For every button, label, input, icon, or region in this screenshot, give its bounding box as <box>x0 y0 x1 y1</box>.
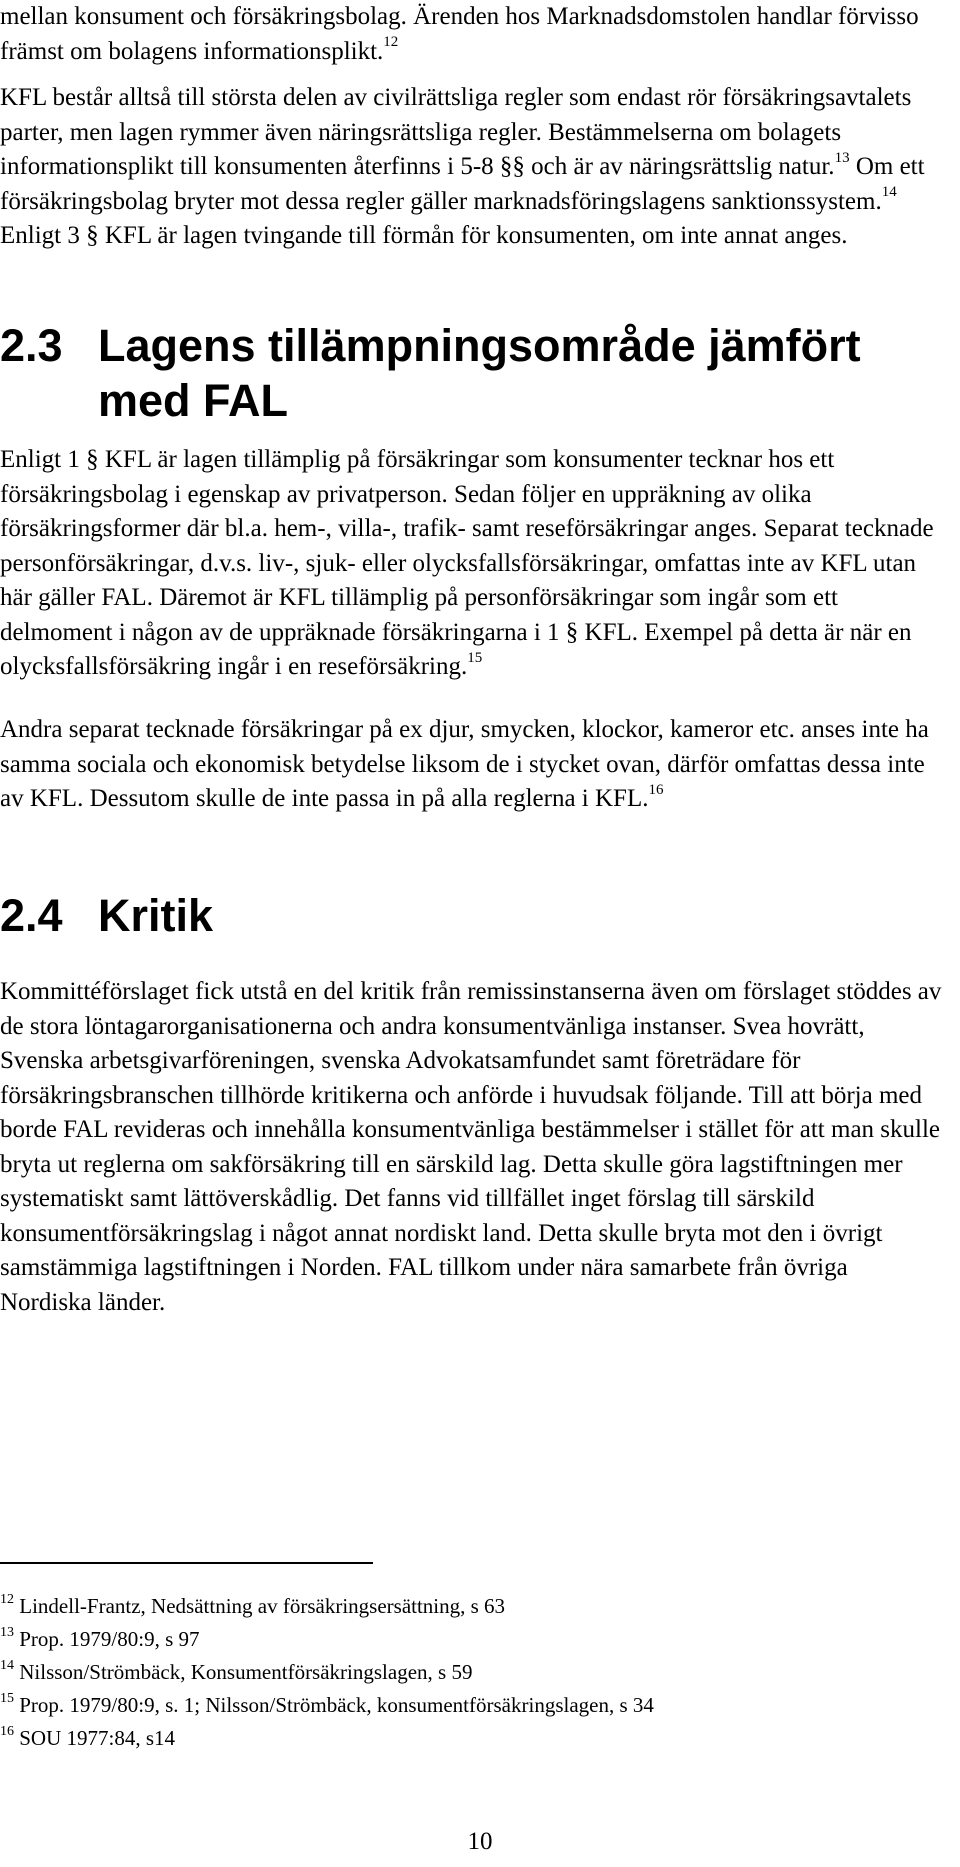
footnote-text: Lindell-Frantz, Nedsättning av försäkringsersättning, s 63 <box>14 1594 506 1618</box>
footnote-ref-13: 13 <box>834 149 850 166</box>
footnote-ref-12: 12 <box>383 34 399 51</box>
page-number: 10 <box>467 1828 493 1855</box>
footnote-14 <box>0 1656 945 1689</box>
paragraph-text: Enligt 3 § KFL är lagen tvingande till förmån för konsumenten, om inte annat anges. <box>0 222 848 249</box>
footnote-15 <box>0 1689 945 1722</box>
paragraph-text: Om ett försäkringsbolag bryter mot dessa regler gäller marknadsföringslagens sanktionssystem. <box>0 153 925 215</box>
paragraph-kfl-regler <box>0 81 945 254</box>
paragraph-text: KFL består alltså till största delen av civilrättsliga regler som endast rör försäkringsavtalets parter, men lagen rymmer även näringsrättsliga regler. Bestämmelserna om bolagets informationsplikt till konsumenten återfinns i 5-8 §§ och är av näringsrättslig natur. <box>0 84 912 180</box>
paragraph-informationsplikt <box>0 0 945 69</box>
footnote-separator <box>0 1562 373 1564</box>
paragraph-kritik <box>0 975 945 1320</box>
section-title-line2: med FAL <box>98 375 289 426</box>
section-title-line1: Lagens tillämpningsområde jämfört <box>98 320 861 371</box>
footnote-list <box>0 1590 945 1755</box>
footnote-number: 13 <box>0 1625 14 1640</box>
section-title: Kritik <box>98 890 214 941</box>
section-number: 2.3 <box>0 320 63 371</box>
footnote-text: Prop. 1979/80:9, s. 1; Nilsson/Strömbäck, konsumentförsäkringslagen, s 34 <box>14 1693 654 1717</box>
footnote-number: 14 <box>0 1658 14 1673</box>
section-heading-2-4 <box>0 888 945 943</box>
paragraph-text: Kommittéförslaget fick utstå en del kritik från remissinstanserna även om förslaget stöddes av de stora löntagarorganisationerna och andra konsumentvänliga instanser. Svea hovrätt, Svenska arbetsgivarföreningen, svenska Advokatsamfundet samt företrädare för försäkringsbranschen tillhörde kritikerna och anförde i huvudsak följande. Till att börja med borde FAL revideras och innehålla konsumentvänliga bestämmelser i stället för att man skulle bryta ut reglerna om sakförsäkring till en särskild lag. Detta skulle göra lagstiftningen mer systematiskt samt lättöverskådlig. Det fanns vid tillfället inget förslag till särskild konsumentförsäkringslag i något annat nordiskt land. Detta skulle bryta mot den i övrigt samstämmiga lagstiftningen i Norden. FAL tillkom under nära samarbete från övriga Nordiska länder. <box>0 978 942 1316</box>
footnote-text: SOU 1977:84, s14 <box>14 1726 176 1750</box>
footnote-ref-14: 14 <box>881 184 897 201</box>
paragraph-text: Enligt 1 § KFL är lagen tillämplig på försäkringar som konsumenter tecknar hos ett försäkringsbolag i egenskap av privatperson. Sedan följer en uppräkning av olika försäkringsformer där bl.a. hem-, villa-, trafik- samt reseförsäkringar anges. Separat tecknade personförsäkringar, d.v.s. liv-, sjuk- eller olycksfallsförsäkringar, omfattas inte av KFL utan här gäller FAL. Däremot är KFL tillämplig på personförsäkringar som ingår som ett delmoment i någon av de uppräknade försäkringarna i 1 § KFL. Exempel på detta är när en olycksfallsförsäkring ingår i en reseförsäkring. <box>0 446 934 680</box>
section-heading-2-3 <box>0 318 945 428</box>
footnote-number: 15 <box>0 1691 14 1706</box>
footnote-12 <box>0 1590 945 1623</box>
footnote-number: 12 <box>0 1592 14 1607</box>
footnote-number: 16 <box>0 1724 14 1739</box>
footnote-13 <box>0 1623 945 1656</box>
paragraph-tillampning <box>0 443 945 685</box>
footnote-ref-16: 16 <box>648 781 664 798</box>
footnote-text: Prop. 1979/80:9, s 97 <box>14 1627 200 1651</box>
paragraph-text: Andra separat tecknade försäkringar på ex djur, smycken, klockor, kameror etc. anses inte ha samma sociala och ekonomisk betydelse liksom de i stycket ovan, därför omfattas dessa inte av KFL. Dessutom skulle de inte passa in på alla reglerna i KFL. <box>0 716 929 812</box>
section-number: 2.4 <box>0 890 63 941</box>
footnote-text: Nilsson/Strömbäck, Konsumentförsäkringslagen, s 59 <box>14 1660 473 1684</box>
paragraph-andra-forsakringar <box>0 713 945 817</box>
paragraph-text: mellan konsument och försäkringsbolag. Ärenden hos Marknadsdomstolen handlar förvisso främst om bolagens informationsplikt. <box>0 3 919 65</box>
footnote-ref-15: 15 <box>467 649 483 666</box>
footnote-16 <box>0 1722 945 1755</box>
